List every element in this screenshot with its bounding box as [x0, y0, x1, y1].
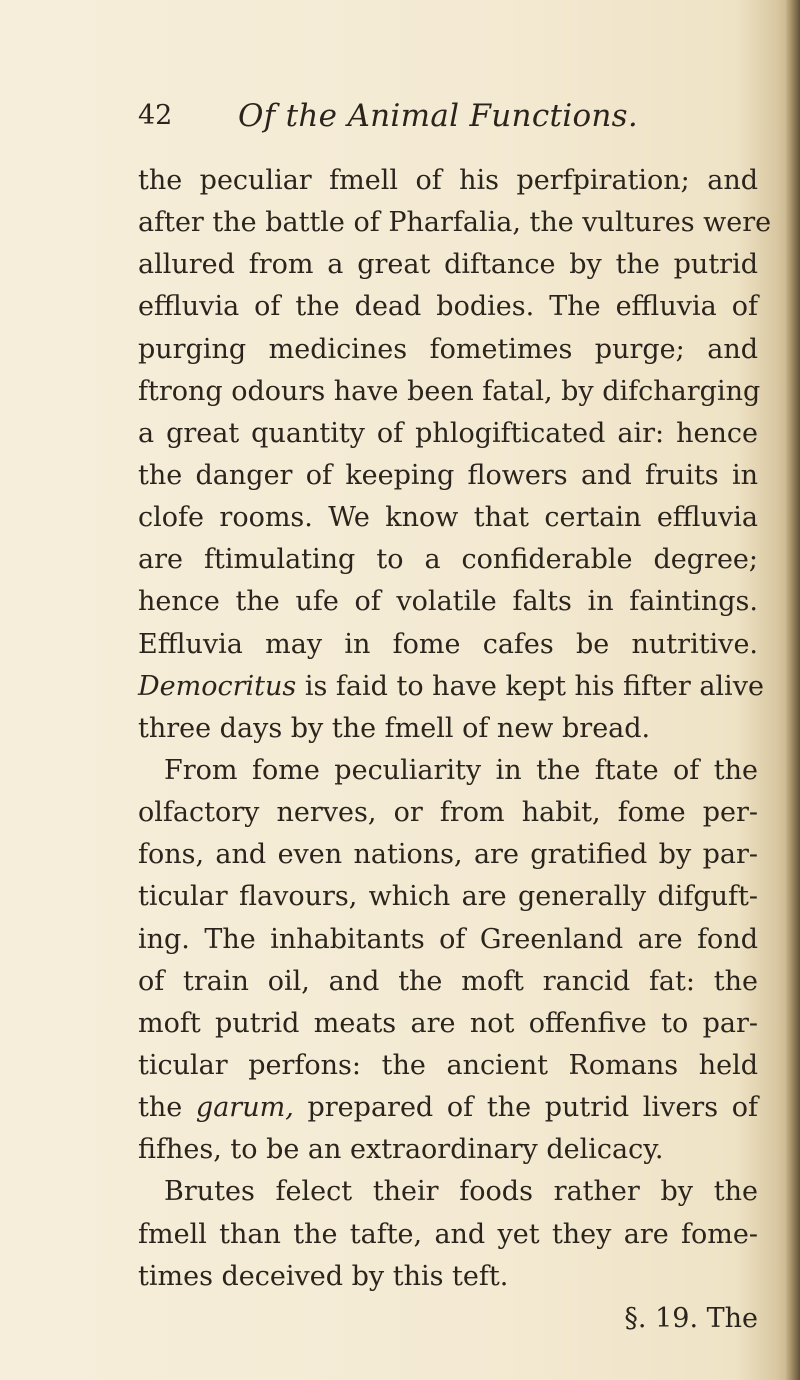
text-line: clofe rooms. We know that certain effluvia: [138, 502, 758, 534]
text-line: From fome peculiarity in the ftate of the: [164, 754, 758, 786]
line-text: is faid to have kept his fifter alive: [296, 670, 764, 702]
text-line: Brutes felect their foods rather by the: [164, 1176, 758, 1208]
text-line: Effluvia may in fome cafes be nutritive.: [138, 628, 758, 660]
text-line: olfactory nerves, or from habit, fome per-: [138, 797, 758, 829]
page-number: 42: [138, 100, 173, 131]
line-text: prepared of the putrid livers of: [293, 1092, 758, 1124]
text-line: ing. The inhabitants of Greenland are fond: [138, 923, 758, 955]
page-header: [138, 96, 738, 136]
text-line: of train oil, and the moft rancid fat: the: [138, 965, 758, 997]
text-line: times deceived by this teft.: [138, 1260, 509, 1292]
text-line: moft putrid meats are not offenfive to par-: [138, 1007, 758, 1039]
text-line: fmell than the tafte, and yet they are fome-: [138, 1218, 758, 1250]
page-edge-shadow: [786, 0, 800, 1380]
text-line: three days by the fmell of new bread.: [138, 712, 651, 744]
text-line: effluvia of the dead bodies. The effluvia of: [138, 291, 758, 323]
text-line: allured from a great diftance by the putrid: [138, 249, 758, 281]
text-line: ticular flavours, which are generally difguft-: [138, 881, 758, 913]
text-line: a great quantity of phlogifticated air: hence: [138, 417, 758, 449]
text-line: ftrong odours have been fatal, by difcharging: [138, 375, 761, 407]
text-line: the peculiar fmell of his perfpiration; and: [138, 165, 758, 196]
text-line: §. 19. The: [624, 1302, 758, 1334]
text-line: are ftimulating to a confiderable degree;: [138, 544, 758, 576]
text-line: fons, and even nations, are gratified by par-: [138, 839, 758, 871]
italic-term: garum,: [195, 1092, 294, 1124]
text-line: ticular perfons: the ancient Romans held: [138, 1049, 758, 1081]
text-line: hence the ufe of volatile falts in faintings.: [138, 586, 758, 618]
text-line: after the battle of Pharfalia, the vultures were: [138, 207, 772, 239]
body-text: [138, 160, 772, 1340]
text-line: [138, 1087, 758, 1129]
italic-name: Democritus: [138, 670, 297, 702]
text-line: [138, 666, 764, 708]
text-line: purging medicines fometimes purge; and: [138, 333, 758, 365]
text-line: the danger of keeping flowers and fruits in: [138, 459, 758, 491]
running-head: Of the Animal Functions.: [238, 98, 639, 134]
line-text: the: [138, 1092, 196, 1124]
text-line: fifhes, to be an extraordinary delicacy.: [138, 1134, 664, 1166]
